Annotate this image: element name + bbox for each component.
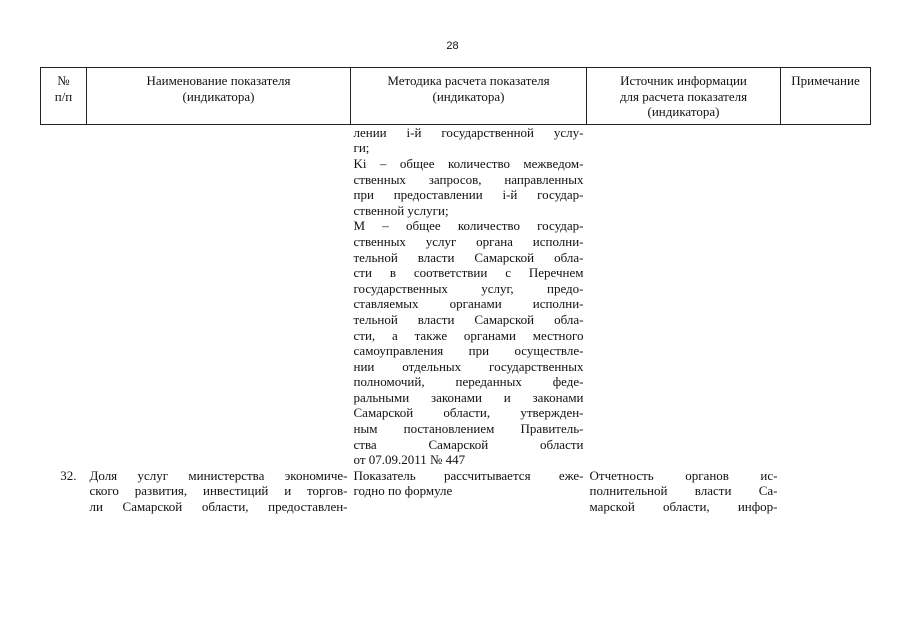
table-row-continuation <box>41 124 871 468</box>
text-line: полнительной власти Са- <box>589 483 778 499</box>
indicator-table <box>40 67 871 515</box>
text-line: при предоставлении i-й государ- <box>353 187 584 203</box>
cell-note <box>781 468 871 515</box>
header-number: № п/п <box>41 68 87 125</box>
text-line: Доля услуг министерства экономиче- <box>89 467 348 483</box>
cell-note <box>781 124 871 468</box>
text-line: сти в соответствии с Перечнем <box>353 265 584 281</box>
cell-method <box>351 468 587 515</box>
table-header-row <box>41 68 871 125</box>
text-line: ным постановлением Правитель- <box>353 421 584 437</box>
header-information-source: Источник информации для расчета показателя (индикатора) <box>587 68 781 125</box>
page-number: 28 <box>446 40 459 52</box>
cell-name <box>87 468 351 515</box>
text-line: ставляемых органами исполни- <box>353 296 584 312</box>
text-line: ского развития, инвестиций и торгов- <box>89 483 348 499</box>
cell-number <box>41 124 87 468</box>
text-line: Показатель рассчитывается еже- <box>353 467 584 483</box>
header-calculation-method: Методика расчета показателя (индикатора) <box>351 68 587 125</box>
text-line: ства Самарской области <box>353 436 584 452</box>
text-line: от 07.09.2011 № 447 <box>353 452 466 468</box>
text-line: марской области, инфор- <box>589 499 778 515</box>
text-line: ственной услуги; <box>353 202 449 218</box>
cell-method <box>351 124 587 468</box>
text-line: ги; <box>353 140 370 156</box>
text-line: ральными законами и законами <box>353 389 584 405</box>
text-line: полномочий, переданных феде- <box>353 374 584 390</box>
cell-source <box>587 468 781 515</box>
text-line: Ki – общее количество межведом- <box>353 155 584 171</box>
cell-source <box>587 124 781 468</box>
row-number: 32. <box>60 467 77 483</box>
text-line: ственных запросов, направленных <box>353 171 584 187</box>
table-row-32 <box>41 468 871 515</box>
text-line: нии отдельных государственных <box>353 358 584 374</box>
text-line: годно по формуле <box>353 483 453 499</box>
text-line: сти, а также органами местного <box>353 327 584 343</box>
text-line: лении i-й государственной услу- <box>353 124 584 140</box>
text-line: самоуправления при осуществле- <box>353 343 584 359</box>
text-line: ственных услуг органа исполни- <box>353 233 584 249</box>
text-line: Отчетность органов ис- <box>589 467 778 483</box>
header-note: Примечание <box>781 68 871 125</box>
cell-name <box>87 124 351 468</box>
text-line: Самарской области, утвержден- <box>353 405 584 421</box>
text-line: тельной власти Самарской обла- <box>353 311 584 327</box>
text-line: государственных услуг, предо- <box>353 280 584 296</box>
text-line: М – общее количество государ- <box>353 218 584 234</box>
text-line: тельной власти Самарской обла- <box>353 249 584 265</box>
header-indicator-name: Наименование показателя (индикатора) <box>87 68 351 125</box>
text-line: ли Самарской области, предоставлен- <box>89 499 348 515</box>
